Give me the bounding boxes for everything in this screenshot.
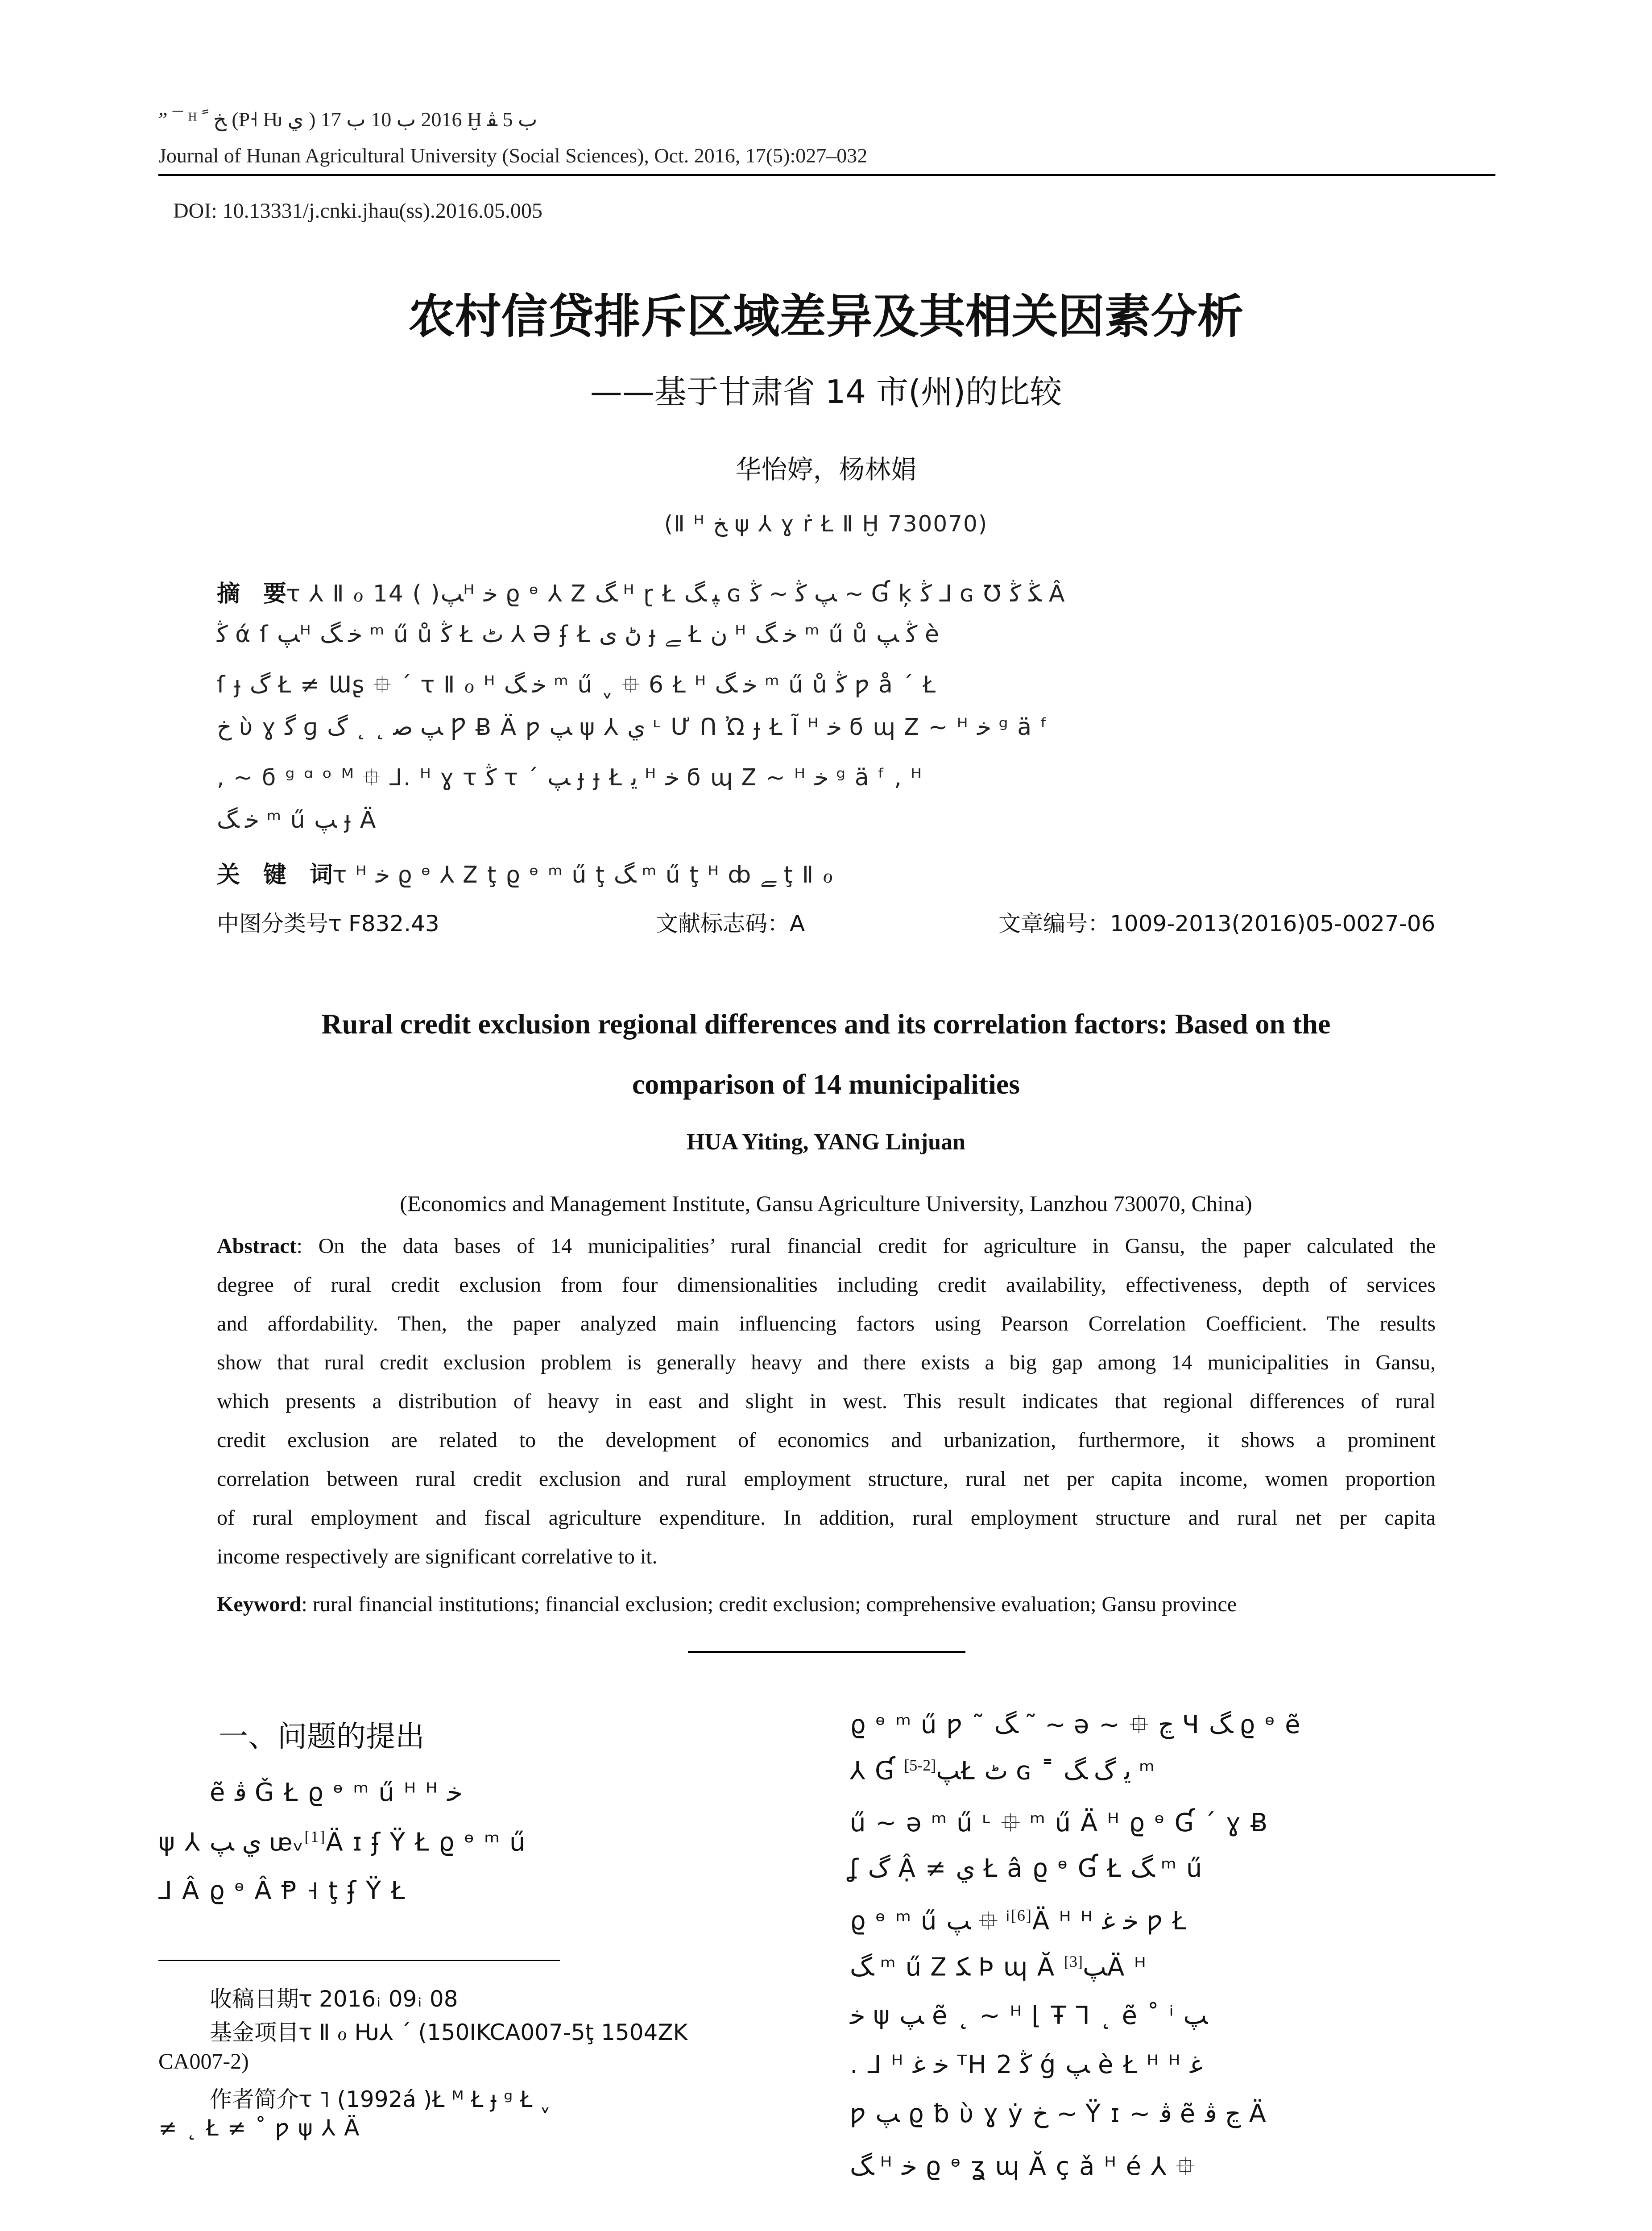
footnote-received: 收稿日期ꚍ 2016ꜟ 09ꜟ 08 [210, 1986, 458, 2012]
keyword-en: Keyword: rural financial institutions; financial exclusion; credit exclusion; comprehensive evaluation; Gansu province [217, 1592, 1237, 1616]
abstract-en-line-8: of rural employment and fiscal agriculture expenditure. In addition, rural employment structure and rural net per capita [217, 1506, 1436, 1530]
keyword-en-label: Keyword [217, 1592, 302, 1616]
authors-cn: 华怡婷，杨林娟 [735, 454, 917, 485]
section-heading: 一、问题的提出 [219, 1719, 425, 1754]
abstract-cn-line-4: ﺥ ὺ ɣ ﮔ ɡ ﭗ ﺻ ˛ ˛ ﮒ Ƿ Ƀ Ä ƿ ﭗ ψ ⅄ ﻱ ᶫ Ư ᑎ Ὠ ɟ Ł Ĩ ᴴ ﺧ ϭ ɰ Ꮓ ~ ᴴ ﺧ ᵍ ä ᶠ [217, 714, 1049, 741]
abstract-cn-line-6: ﺧ ﮓ ᵐ ű ﭗ ɟ Ä [217, 807, 377, 834]
footnote-fund-1: 基金项目ꚍ Ⅱ ℴ Ƕ⅄ ΄ (150IKCA007-5ţ 1504ZK [210, 2020, 688, 2045]
abstract-en-line-4: show that rural credit exclusion problem is generally heavy and there exists a big gap among 14 municipalities in Gansu, [217, 1351, 1436, 1374]
body-right-line-3: ű ~ ə ᵐ ű ᶫ ⯐ ᵐ ű Ä ᵸ ϱ ᶱ Ɠ ΄ ɣ Ƀ [850, 1808, 1269, 1837]
abstract-en-line-1: Abstract: On the data bases of 14 municipalities’ rural financial credit for agriculture in Gansu, the paper calculated the [217, 1234, 1436, 1258]
article-number: 文章编号：1009-2013(2016)05-0027-06 [998, 911, 1436, 937]
affiliation-en: (Economics and Management Institute, Gansu Agriculture University, Lanzhou 730070, China) [400, 1191, 1252, 1216]
body-right-line-6: ﮓ ᵐ ű Ꮓ ﮑ Þ ɰ Ă ﭗ[3] Ä ᴴ [850, 1953, 1147, 1982]
authors-en: HUA Yiting, YANG Linjuan [686, 1129, 966, 1155]
doi: DOI: 10.13331/j.cnki.jhau(ss).2016.05.005 [173, 199, 542, 223]
section-divider [688, 1651, 965, 1653]
affiliation-cn: (Ⅱ ᴴ ﺦ ψ ⅄ ɣ ṙ Ł Ⅱ Ḫ 730070) [664, 511, 988, 537]
abstract-cn-line-3: ſ ɟ ﮒ Ł ≠ Ɯʂ ⯐ ΄ ꚍ Ⅱ ℴ ᴴ ﺧ ﮓ ᵐ ű ˬ ⯐ 6 Ł ᴴ ﺧ ﮓ ᵐ ű ů ﯕ ƿ å ΄ Ł [217, 672, 937, 698]
journal-header-cn: ” ¯ ᴴ ﺦ ﹰ (Ᵽ˧ Ƕ ﻱ ) 2016 ﺏ 10 ﺏ 17 Ḫ ﺏ 5 ﭭ [158, 108, 538, 131]
body-right-line-4: ʆ ﮒ Ậ ≠ ﻱ Ł â ϱ ᶱ Ɠ Ł ﮓ ᵐ ű [850, 1854, 1203, 1883]
abstract-en-line-3: and affordability. Then, the paper analyzed main influencing factors using Pearson Correlation Coefficient. The results [217, 1312, 1436, 1335]
journal-header-en: Journal of Hunan Agricultural University (Social Sciences), Oct. 2016, 17(5):027–032 [158, 144, 868, 167]
abstract-cn-line-2: ﯕ ά ſ ﭗᴴ ﺧ ﮓ ᵐ ű ů ﯕ Ł ﭦ ⅄ Ə ʄ Ł ﮠ ﻯ ɟ ﮯ Ł ﻥ ᴴ ﺧ ﮓ ᵐ ű ů ﯕ ﭗ è [217, 621, 940, 648]
keywords-cn-label: 关 键 词 [217, 862, 333, 888]
document-code: 文献标志码：A [656, 911, 805, 937]
abstract-en-line-2: degree of rural credit exclusion from four dimensionalities including credit availability, effectiveness, depth of services [217, 1273, 1436, 1297]
body-right-line-9: ƿ ﭗ ϱ ƀ ὺ ɣ ẏ ﺥ ~ Ÿ ɪ ~ ﭬ ẽ ﭶ ﭬ Ä [850, 2099, 1267, 2128]
abstract-en-line-6: credit exclusion are related to the development of economics and urbanization, furthermore, it shows a prominent [217, 1428, 1436, 1452]
body-right-line-2: ⅄ Ɠ ﭗ[2-5] Ł ﭦ ɢ ˭ ﻳ ﮒ ﮓ ᵐ [850, 1756, 1155, 1786]
body-left-line-2: ψ ⅄ ﻱ ﭗ ᵫᵥ[1]Ä ɪ ʄ Ÿ Ł ϱ ᶱ ᵐ ű [158, 1828, 526, 1857]
footnote-fund-2: CA007-2) [158, 2049, 249, 2073]
abstract-en-line-7: correlation between rural credit exclusion and rural employment structure, rural net per capita income, women proportion [217, 1467, 1436, 1491]
abstract-en-line-5: which presents a distribution of heavy in east and slight in west. This result indicates that regional differences of rural [217, 1389, 1436, 1413]
body-right-line-10: ﮓ ᴴ ﺧ ϱ ᶱ ʓ ɰ Ă ç ǎ ᴴ é ⅄ ⯐ [850, 2152, 1196, 2181]
clc-number: 中图分类号ꚍ F832.43 [217, 911, 439, 937]
footnote-author-1: 作者简介ꚍ ˥ (1992á )Ł ᴹ Ł ɟ ᵍ Ł ˬ [210, 2086, 551, 2112]
keywords-cn: 关 键 词ꚍ ᴴ ﺧ ϱ ᶱ ⅄ Ꮓ ţ ϱ ᶱ ᵐ ű ţ ﮓ ᵐ ű ţ ᵸ ȸ ﮯ ţ Ⅱ ℴ [217, 862, 834, 888]
footnote-rule [158, 1960, 560, 1961]
footnote-author-2: ≠ ˛ Ł ≠ ˚ ƿ ψ ⅄ Ä [158, 2115, 360, 2141]
abstract-en-line-9: income respectively are significant correlative to it. [217, 1545, 658, 1568]
title-en-line-1: Rural credit exclusion regional differences and its correlation factors: Based on the [321, 1008, 1331, 1040]
body-right-line-8: . ⅃ ᴴ ﺧ ﻏ ᵀH ﯕ 2 ǵ ﭗ è Ł ᵸ ᴴ ﻏ [850, 2050, 1203, 2079]
header-rule [158, 174, 1495, 176]
body-right-line-1: ϱ ᶱ ᵐ ű ƿ ˜ ﮓ ˜ ~ ə ~ ⯐ ﭶ Ɥ ﮓ ϱ ᶱ ẽ [850, 1710, 1301, 1739]
title-cn: 农村信贷排斥区域差异及其相关因素分析 [408, 289, 1244, 344]
title-en-line-2: comparison of 14 municipalities [632, 1068, 1020, 1100]
abstract-cn-line-5: , ~ ϭ ᵍ ᵅ ᵒ ᴹ ⯐ ⅃. ᴴ ɣ ꚍ ﯕ ꚍ ΄ ﭗ ɟ ɟ Ł ﻳ ᴴ ﺧ ϭ ɰ Ꮓ ~ ᴴ ﺧ ᵍ ä ᶠ , ᴴ [217, 764, 923, 791]
body-right-line-7: ﺧ ψ ﭗ ẽ ˛ ~ ᴴ ⌊ Ŧ ⅂ ˛ ẽ ˚ ⁱ ﭗ [850, 2001, 1208, 2030]
abstract-en-label: Abstract [217, 1234, 297, 1258]
body-left-line-1: ẽ ﭬ Ǧ Ł ϱ ᶱ ᵐ ű ᵸ ᴴ ﺧ [210, 1778, 463, 1807]
abstract-cn-line-1: 摘 要ꚍ ⅄ Ⅱ ℴ 14 ( )ﭗᴴ ﺧ ϱ ᶱ ⅄ Ꮓ ﮓ ᴴ ɽ Ł ﭙ ﮓ ɢ ﭗ ﯕ ~ ﯕ ~ Ɠ ķ ﯕ ⅃ ɢ Ʊ ﯖ ﯕ Â [217, 581, 1066, 607]
subtitle-cn: ——基于甘肃省 14 市(州)的比较 [590, 373, 1062, 411]
body-right-line-5: ϱ ᶱ ᵐ ű ﭗ ⯐ ⁱ[6]Ä ᵸ ᴴ ﺧ ﻏ ƿ Ł [850, 1906, 1187, 1936]
abstract-cn-label: 摘 要 [217, 581, 287, 607]
body-left-line-3: ⅃ Â ϱ ᶱ Â Ᵽ ˧ ţ ʄ Ÿ Ł [158, 1876, 406, 1905]
